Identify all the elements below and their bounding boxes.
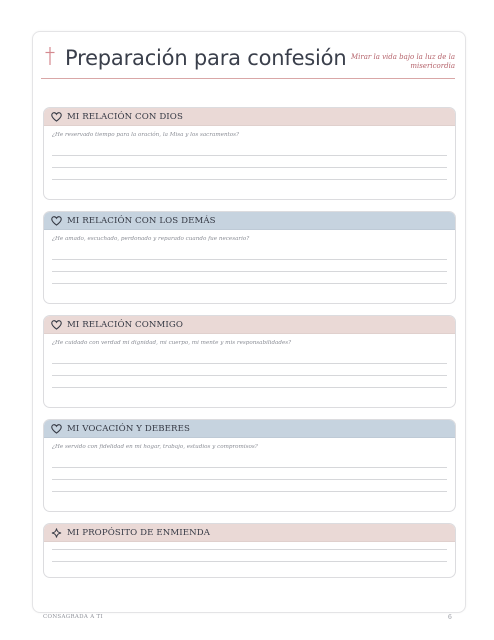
writing-line bbox=[52, 271, 447, 272]
cross-icon bbox=[43, 46, 57, 66]
writing-line bbox=[52, 155, 447, 156]
heart-icon bbox=[51, 112, 62, 122]
sparkle-icon bbox=[51, 528, 62, 538]
writing-line bbox=[52, 283, 447, 284]
section-question: ¿He servido con fidelidad en mi hogar, trabajo, estudios y compromisos? bbox=[52, 444, 258, 450]
page-subtitle: Mirar la vida bajo la luz de la misericordia bbox=[350, 53, 455, 70]
section-question: ¿He amado, escuchado, perdonado y reparado cuando fue necesario? bbox=[52, 236, 250, 242]
writing-line bbox=[52, 259, 447, 260]
writing-line bbox=[52, 491, 447, 492]
section-proposito-de-enmienda bbox=[43, 523, 456, 578]
section-header bbox=[44, 420, 455, 438]
writing-line bbox=[52, 167, 447, 168]
section-title: MI RELACIÓN CON LOS DEMÁS bbox=[67, 215, 216, 226]
section-relacion-con-los-demas bbox=[43, 211, 456, 304]
section-question: ¿He cuidado con verdad mi dignidad, mi cuerpo, mi mente y mis responsabilidades? bbox=[52, 340, 292, 346]
section-title: MI PROPÓSITO DE ENMIENDA bbox=[67, 527, 211, 538]
writing-line bbox=[52, 561, 447, 562]
heart-icon bbox=[51, 320, 62, 330]
section-title: MI RELACIÓN CON DIOS bbox=[67, 111, 183, 122]
writing-line bbox=[52, 363, 447, 364]
writing-line bbox=[52, 179, 447, 180]
section-header bbox=[44, 108, 455, 126]
writing-line bbox=[52, 467, 447, 468]
section-title: MI RELACIÓN CONMIGO bbox=[67, 319, 183, 330]
section-title: MI VOCACIÓN Y DEBERES bbox=[67, 423, 190, 434]
writing-line bbox=[52, 387, 447, 388]
footer-label: CONSAGRADA A TI bbox=[43, 614, 103, 620]
section-header bbox=[44, 524, 455, 542]
page-header bbox=[41, 44, 455, 79]
section-relacion-con-dios bbox=[43, 107, 456, 200]
section-header bbox=[44, 316, 455, 334]
page-number: 6 bbox=[448, 614, 452, 621]
worksheet-page bbox=[32, 31, 466, 613]
section-header bbox=[44, 212, 455, 230]
section-vocacion-y-deberes bbox=[43, 419, 456, 512]
writing-line bbox=[52, 549, 447, 550]
section-relacion-conmigo bbox=[43, 315, 456, 408]
writing-line bbox=[52, 479, 447, 480]
writing-line bbox=[52, 375, 447, 376]
heart-icon bbox=[51, 424, 62, 434]
heart-icon bbox=[51, 216, 62, 226]
page-title: Preparación para confesión bbox=[65, 46, 347, 70]
section-question: ¿He reservado tiempo para la oración, la Misa y los sacramentos? bbox=[52, 132, 240, 138]
